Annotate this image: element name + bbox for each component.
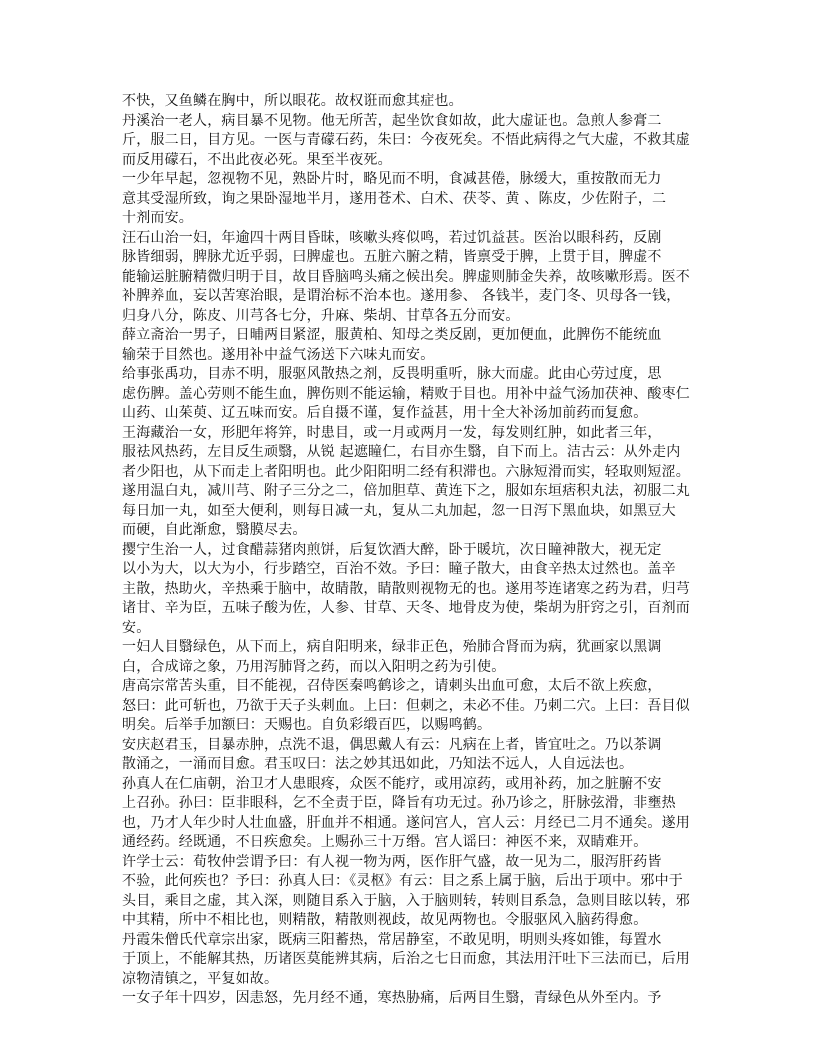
text-line: 遂用温白丸，减川芎、附子三分之二，倍加胆草、黄连下之，服如东垣痞积丸法，初服二丸 xyxy=(122,483,690,499)
document-page xyxy=(122,92,712,1009)
text-line: 给事张禹功，目赤不明，服驱风散热之剂，反畏明重听，脉大而虚。此由心劳过度，思 xyxy=(122,366,662,382)
text-line: 不验，此何疾也？予曰：孙真人曰：《灵枢》有云：目之系上属于脑，后出于项中。邪中于 xyxy=(122,873,683,889)
text-line: 山药、山茱萸、辽五味而安。后自摄不谨，复作益甚，用十全大补汤加前药而复愈。 xyxy=(122,405,648,421)
text-line: 而硬，自此渐愈，翳膜尽去。 xyxy=(122,522,307,538)
text-line: 明矣。后举手加额曰：天赐也。自负彩缎百匹，以赐鸣鹤。 xyxy=(122,717,492,733)
text-line: 安。 xyxy=(122,619,151,636)
text-line: 诸甘、辛为臣，五味子酸为佐，人参、甘草、天冬、地骨皮为使，柴胡为肝窍之引，百剂而 xyxy=(122,600,690,616)
text-line: 中其精，所中不相比也，则精散，精散则视歧，故见两物也。令服驱风入脑药得愈。 xyxy=(122,912,648,928)
text-line: 者少阳也，从下而走上者阳明也。此少阳阳明二经有积滞也。六脉短滑而实，轻取则短涩。 xyxy=(122,463,690,480)
text-line: 安庆赵君玉，目暴赤肿，点洗不退，偶思戴人有云：凡病在上者，皆宜吐之。乃以茶调 xyxy=(122,736,662,753)
text-line: 虑伤脾。盖心劳则不能生血，脾伤则不能运输，精败于目也。用补中益气汤加茯神、酸枣仁 xyxy=(122,385,690,402)
text-line: 一妇人目翳绿色，从下而上，病自阳明来，绿非正色，殆肺合肾而为病，犹画家以黑调 xyxy=(122,639,662,655)
text-line: 上召孙。孙曰：臣非眼科，乞不全责于臣，降旨有功无过。孙乃诊之，肝脉弦滑，非壅热 xyxy=(122,795,676,811)
text-line: 撄宁生治一人，过食醋蒜猪肉煎饼，后复饮酒大醉，卧于暖坑，次日瞳神散大，视无定 xyxy=(122,541,662,558)
text-line: 意其受湿所致，询之果卧湿地半月，遂用苍术、白术、茯苓、黄 、陈皮，少佐附子，二 xyxy=(122,190,667,207)
text-line: 输荣于目然也。遂用补中益气汤送下六味丸而安。 xyxy=(122,346,435,363)
text-line: 通经药。经既通，不日疾愈矣。上赐孙三十万缗。宫人谣曰：神医不来，双睛难开。 xyxy=(122,834,648,850)
text-line: 服祛风热药，左目反生顽翳，从锐 起遮瞳仁，右目亦生翳，自下而上。洁古云：从外走内 xyxy=(122,444,681,460)
text-line: 而反用礞石，不出此夜必死。果至半夜死。 xyxy=(122,151,392,168)
text-line: 许学士云：荀牧仲尝谓予曰：有人视一物为两，医作肝气盛，故一见为二，服泻肝药皆 xyxy=(122,853,662,870)
text-line: 以小为大，以大为小，行步踏空，百治不效。予曰：瞳子散大，由食辛热太过然也。盖辛 xyxy=(122,561,676,577)
text-line: 主散，热助火，辛热乘于脑中，故睛散，睛散则视物无的也。遂用芩连诸寒之药为君，归芎 xyxy=(122,580,690,597)
text-line: 脉皆细弱，脾脉尤近乎弱，曰脾虚也。五脏六腑之精，皆禀受于脾，上贯于目，脾虚不 xyxy=(122,249,662,265)
text-line: 王海藏治一女，形肥年将笄，时患目，或一月或两月一发，每发则红肿，如此者三年， xyxy=(122,424,662,441)
text-line: 汪石山治一妇，年逾四十两目昏昧，咳嗽头疼似鸣，若过饥益甚。医治以眼科药，反剧 xyxy=(122,229,662,246)
text-line: 一女子年十四岁，因恚怒，先月经不通，寒热胁痛，后两目生翳，青绿色从外至内。予 xyxy=(122,990,662,1006)
text-line: 凉物清镇之，平复如故。 xyxy=(122,970,279,987)
text-line: 能输运脏腑精微归明于目，故目昏脑鸣头痛之候出矣。脾虚则肺金失养，故咳嗽形焉。医不 xyxy=(122,268,690,285)
text-line: 每日加一丸，如至大便利，则每日减一丸，复从二丸加起，忽一日泻下黑血块，如黑豆大 xyxy=(122,502,676,519)
text-line: 丹霞朱僧氏代章宗出家，既病三阳蓄热，常居静室，不敢见明，明则头疼如锥，每置水 xyxy=(122,931,662,948)
text-line: 白，合成谛之象，乃用泻肺肾之药，而以入阳明之药为引使。 xyxy=(122,658,506,675)
text-line: 一少年早起，忽视物不见，熟卧片时，略见而不明，食减甚倦，脉缓大，重按散而无力 xyxy=(122,171,662,187)
text-line: 补脾养血，妄以苦寒治眼，是谓治标不治本也。遂用参、 各钱半，麦门冬、贝母各一钱， xyxy=(122,288,681,304)
text-line: 丹溪治一老人，病目暴不见物。他无所苦，起坐饮食如故，此大虚证也。急煎人参膏二 xyxy=(122,112,662,129)
text-line: 头目，乘目之虚，其入深，则随目系入于脑，入于脑则转，转则目系急，急则目眩以转，邪 xyxy=(122,892,690,909)
text-line: 于顶上，不能解其热，历诸医莫能辨其病，后治之七日而愈，其法用汗吐下三法而已，后用 xyxy=(122,951,690,967)
text-line: 也，乃才人年少时人壮血盛，肝血并不相通。遂问宫人，宫人云：月经已二月不通矣。遂用 xyxy=(122,814,690,831)
text-line: 怒曰：此可斩也，乃欲于天子头刺血。上曰：但刺之，未必不佳。乃刺二穴。上曰：吾目似 xyxy=(122,697,690,714)
text-line: 薛立斋治一男子，日晡两目紧涩，服黄柏、知母之类反剧，更加便血，此脾伤不能统血 xyxy=(122,327,662,343)
text-line: 散涌之，一涌而目愈。君玉叹曰：法之妙其迅如此，乃知法不远人，人自远法也。 xyxy=(122,756,634,772)
text-line: 孙真人在仁庙朝，治卫才人患眼疼，众医不能疗，或用凉药，或用补药，加之脏腑不安 xyxy=(122,775,662,792)
text-line: 唐高宗常苦头重，目不能视，召侍医秦鸣鹤诊之，请刺头出血可愈，太后不欲上疾愈， xyxy=(122,678,662,694)
text-line: 归身八分，陈皮、川芎各七分，升麻、柴胡、甘草各五分而安。 xyxy=(122,307,520,324)
text-line: 斤，服二日，目方见。一医与青礞石药，朱曰：今夜死矣。不悟此病得之气大虚，不救其虚 xyxy=(122,132,690,148)
text-line: 十剂而安。 xyxy=(122,210,193,226)
text-line: 不快，又鱼鳞在胸中，所以眼花。故权诳而愈其症也。 xyxy=(122,93,463,109)
